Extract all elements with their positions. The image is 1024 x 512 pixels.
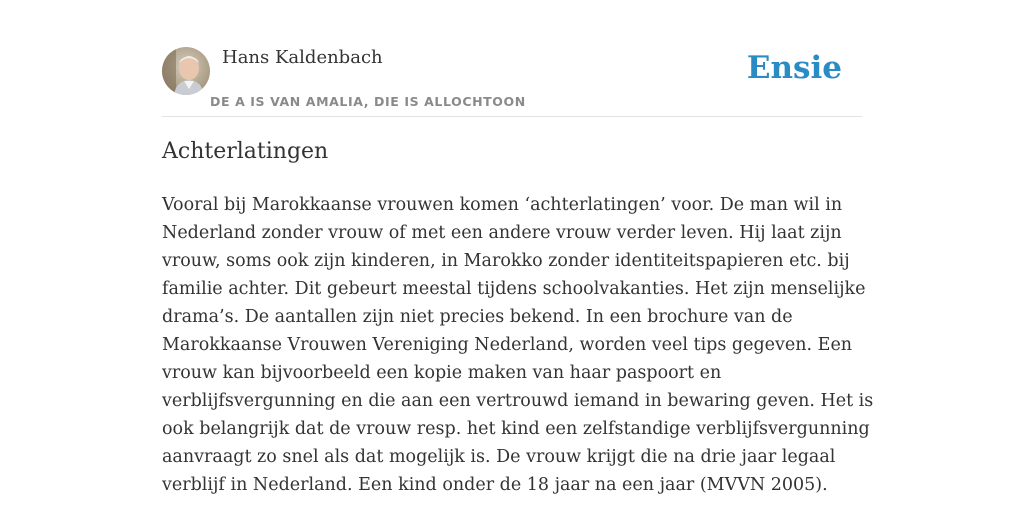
body-line: drama’s. De aantallen zijn niet precies bekend. In een brochure van de xyxy=(162,307,793,327)
body-line: vrouw, soms ook zijn kinderen, in Marokko zonder identiteitspapieren etc. bij xyxy=(162,251,850,271)
body-line: familie achter. Dit gebeurt meestal tijdens schoolvakanties. Het zijn menselijke xyxy=(162,279,866,299)
body-line: ook belangrijk dat de vrouw resp. het kind een zelfstandige verblijfsvergunning xyxy=(162,419,870,439)
article-title: Achterlatingen xyxy=(162,139,329,164)
body-line: Marokkaanse Vrouwen Vereniging Nederland, worden veel tips gegeven. Een xyxy=(162,335,853,355)
article-body xyxy=(162,191,874,499)
body-line: verblijfsvergunning en die aan een vertrouwd iemand in bewaring geven. Het is xyxy=(162,391,874,411)
author-portrait-icon xyxy=(162,47,210,95)
article-header xyxy=(162,44,862,117)
ensie-logo[interactable]: Ensie xyxy=(746,50,842,86)
body-line: vrouw kan bijvoorbeeld een kopie maken van haar paspoort en xyxy=(162,363,722,383)
body-line: Vooral bij Marokkaanse vrouwen komen ‘achterlatingen’ voor. De man wil in xyxy=(162,195,843,215)
author-avatar[interactable] xyxy=(162,47,210,95)
body-line: verblijf in Nederland. Een kind onder de 18 jaar na een jaar (MVVN 2005). xyxy=(162,475,828,495)
collection-subtitle[interactable]: DE A IS VAN AMALIA, DIE IS ALLOCHTOON xyxy=(210,94,526,109)
author-name[interactable]: Hans Kaldenbach xyxy=(222,47,383,68)
body-line: aanvraagt zo snel als dat mogelijk is. De vrouw krijgt die na drie jaar legaal xyxy=(162,447,836,467)
body-line: Nederland zonder vrouw of met een andere vrouw verder leven. Hij laat zijn xyxy=(162,223,842,243)
